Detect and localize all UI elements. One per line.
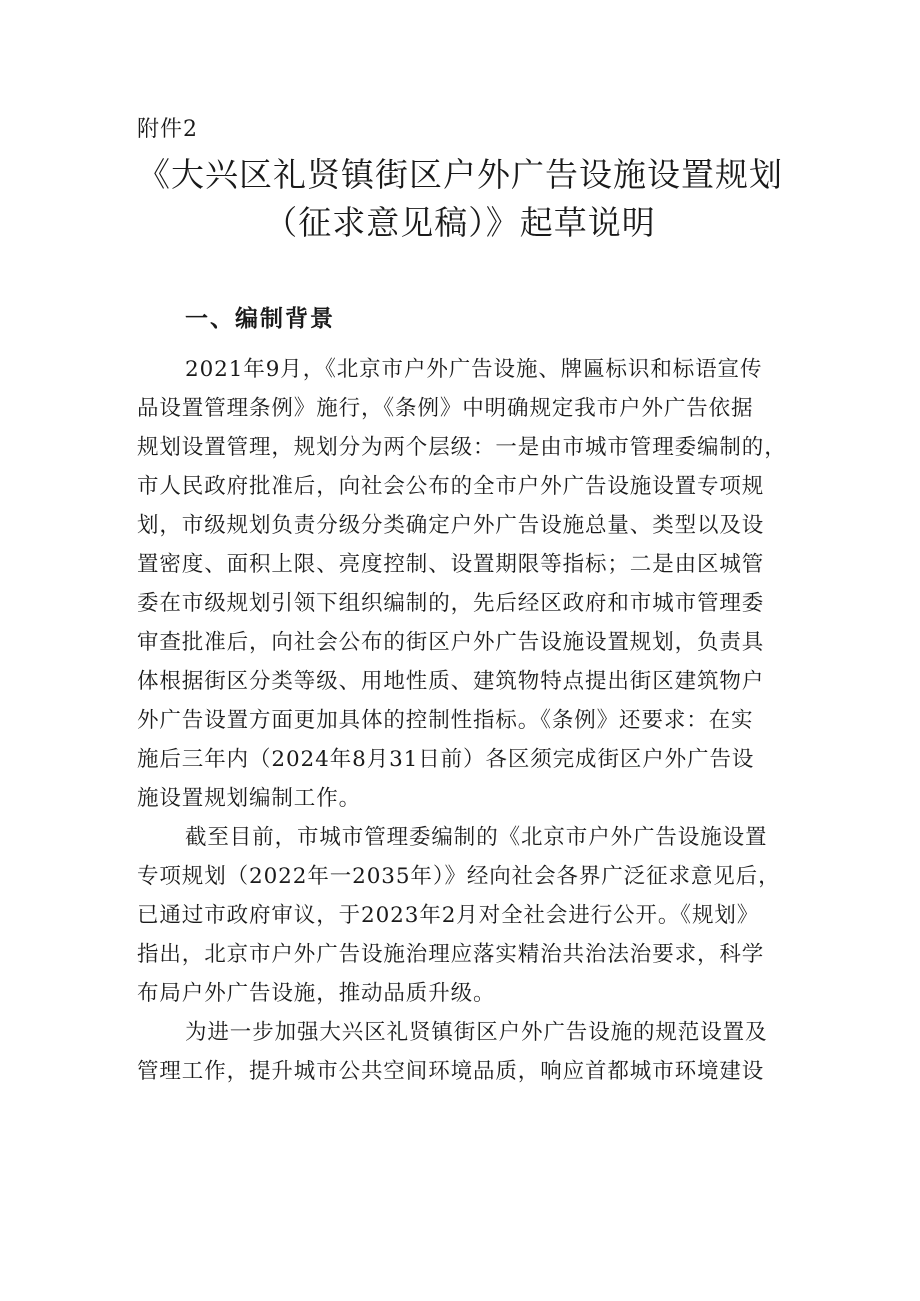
paragraph-line: 体根据街区分类等级、用地性质、建筑物特点提出街区建筑物户 xyxy=(137,669,765,694)
paragraph-line: 专项规划（2022年一2035年）》经向社会各界广泛征求意见后， xyxy=(137,864,781,889)
paragraph-line: 规划设置管理，规划分为两个层级：一是由市城市管理委编制的， xyxy=(137,435,787,460)
paragraph-line: 管理工作，提升城市公共空间环境品质，响应首都城市环境建设 xyxy=(137,1059,765,1084)
attachment-label: 附件2 xyxy=(137,117,198,142)
paragraph-line: 布局户外广告设施，推动品质升级。 xyxy=(137,981,496,1006)
paragraph-line: 市人民政府批准后，向社会公布的全市户外广告设施设置专项规 xyxy=(137,474,765,499)
paragraph-line: 置密度、面积上限、亮度控制、设置期限等指标；二是由区城管 xyxy=(137,552,765,577)
paragraph-line: 审查批准后，向社会公布的街区户外广告设施设置规划，负责具 xyxy=(137,630,765,655)
document-title-line-2: （征求意见稿）》起草说明 xyxy=(264,203,656,242)
paragraph-line: 委在市级规划引领下组织编制的，先后经区政府和市城市管理委 xyxy=(137,591,765,616)
paragraph-line: 外广告设置方面更加具体的控制性指标。《条例》还要求：在实 xyxy=(137,708,754,733)
paragraph-line: 指出，北京市户外广告设施治理应落实精治共治法治要求，科学 xyxy=(137,942,765,967)
paragraph-line: 施设置规划编制工作。 xyxy=(137,786,362,811)
paragraph-line: 品设置管理条例》施行，《条例》中明确规定我市户外广告依据 xyxy=(137,396,754,421)
paragraph-line: 2021年9月，《北京市户外广告设施、牌匾标识和标语宣传 xyxy=(185,357,763,382)
section-heading: 一、编制背景 xyxy=(185,306,335,332)
document-title-line-1: 《大兴区礼贤镇街区户外广告设施设置规划 xyxy=(137,155,783,194)
paragraph-line: 划，市级规划负责分级分类确定户外广告设施总量、类型以及设 xyxy=(137,513,765,538)
paragraph-line: 截至目前，市城市管理委编制的《北京市户外广告设施设置 xyxy=(185,825,768,850)
paragraph-line: 施后三年内（2024年8月31日前）各区须完成街区户外广告设 xyxy=(137,747,755,772)
paragraph-line: 为进一步加强大兴区礼贤镇街区户外广告设施的规范设置及 xyxy=(185,1020,768,1045)
paragraph-line: 已通过市政府审议，于2023年2月对全社会进行公开。《规划》 xyxy=(137,903,760,928)
